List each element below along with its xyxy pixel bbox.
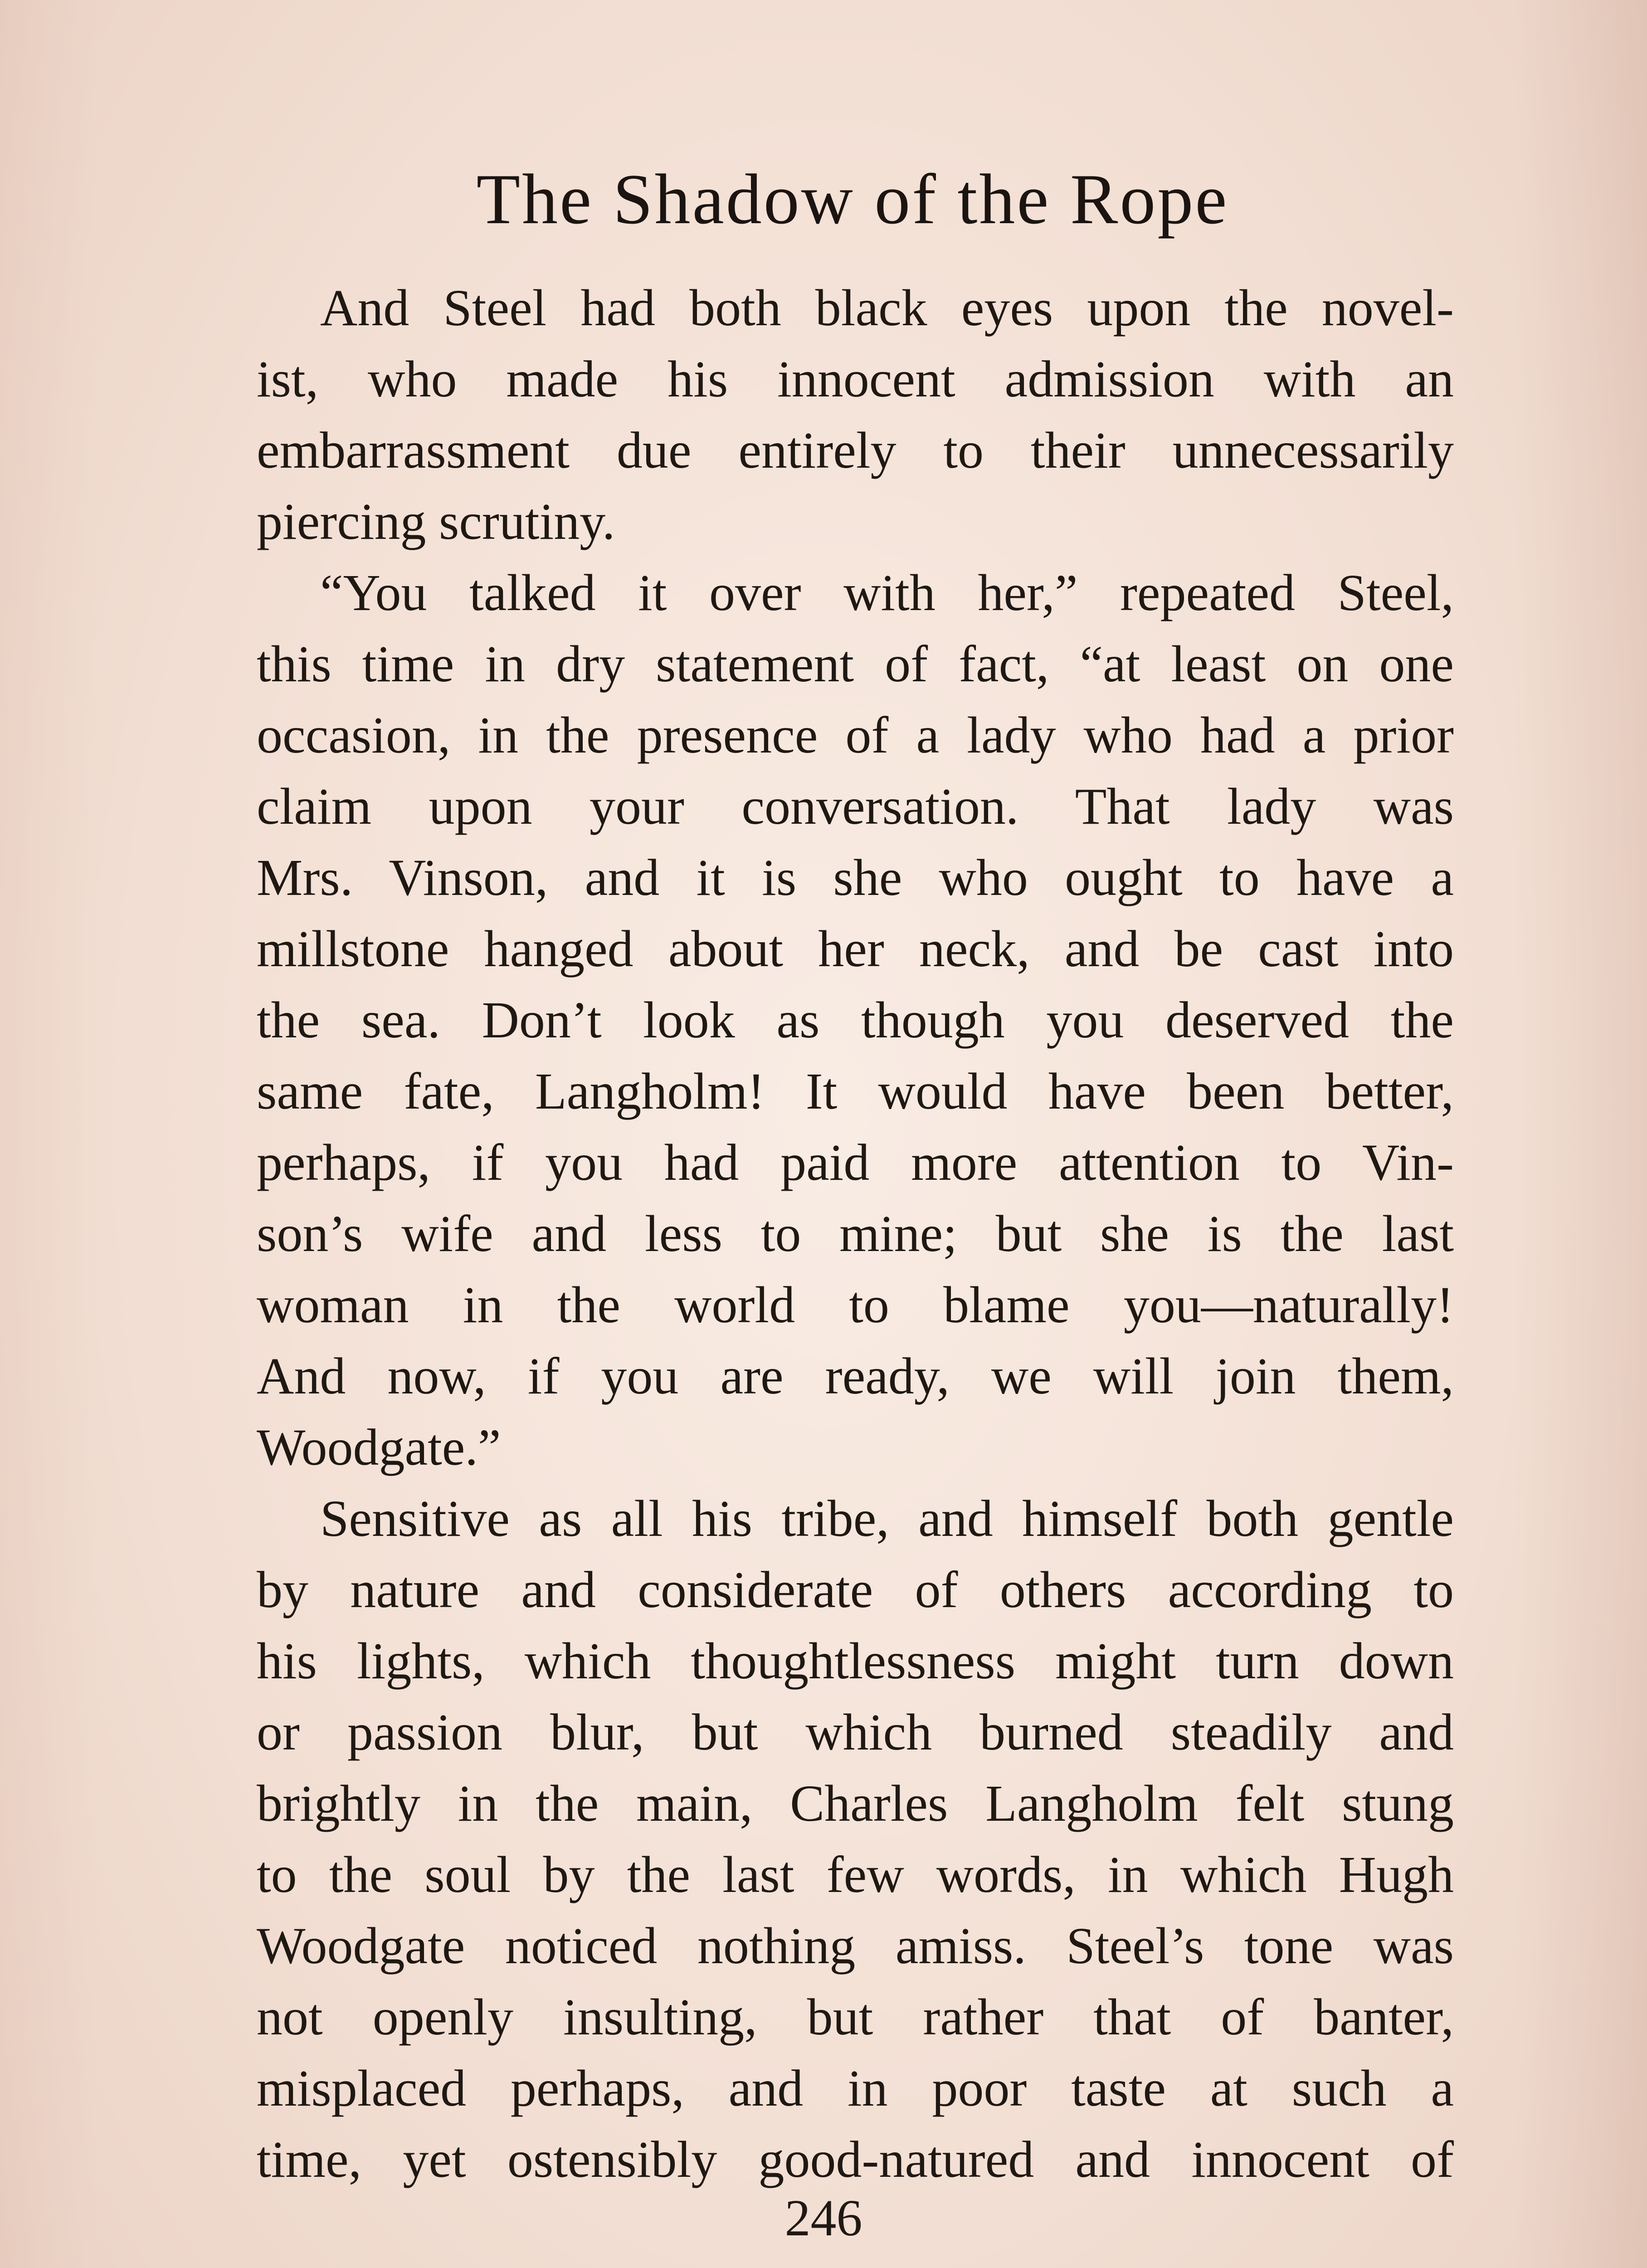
text-line: his lights, which thoughtlessness might turn down: [257, 1632, 1454, 1690]
page-number: 246: [785, 2189, 862, 2247]
text-line: And now, if you are ready, we will join them,: [257, 1347, 1454, 1405]
text-line: occasion, in the presence of a lady who had a prior: [257, 706, 1454, 764]
body-text: [257, 272, 1454, 2195]
text-line: by nature and considerate of others according to: [257, 1561, 1454, 1618]
text-line: son’s wife and less to mine; but she is the last: [257, 1205, 1454, 1262]
text-line: perhaps, if you had paid more attention to Vin-: [257, 1134, 1454, 1191]
text-line: millstone hanged about her neck, and be cast into: [257, 920, 1454, 978]
text-line: Woodgate noticed nothing amiss. Steel’s tone was: [257, 1917, 1454, 1975]
text-line: or passion blur, but which burned steadily and: [257, 1703, 1454, 1761]
text-line: Woodgate.”: [257, 1418, 501, 1476]
text-line: time, yet ostensibly good-natured and innocent of: [257, 2131, 1454, 2188]
text-line: not openly insulting, but rather that of banter,: [257, 1988, 1454, 2046]
text-line: same fate, Langholm! It would have been better,: [257, 1062, 1454, 1120]
text-line: piercing scrutiny.: [257, 493, 615, 550]
text-line: claim upon your conversation. That lady was: [257, 777, 1454, 835]
text-line: ist, who made his innocent admission with an: [257, 350, 1454, 408]
text-line: brightly in the main, Charles Langholm felt stung: [257, 1774, 1454, 1832]
text-line: Mrs. Vinson, and it is she who ought to have a: [257, 849, 1454, 906]
text-line: embarrassment due entirely to their unnecessarily: [257, 421, 1454, 479]
text-line: And Steel had both black eyes upon the novel-: [320, 279, 1454, 337]
text-line: Sensitive as all his tribe, and himself both gentle: [320, 1490, 1454, 1547]
text-line: the sea. Don’t look as though you deserved the: [257, 991, 1454, 1049]
text-line: woman in the world to blame you—naturally!: [257, 1276, 1454, 1334]
text-line: “You talked it over with her,” repeated Steel,: [320, 564, 1454, 621]
running-head: The Shadow of the Rope: [476, 160, 1229, 239]
text-line: this time in dry statement of fact, “at least on one: [257, 635, 1454, 693]
text-line: misplaced perhaps, and in poor taste at such a: [257, 2059, 1454, 2117]
text-line: to the soul by the last few words, in which Hugh: [257, 1846, 1454, 1903]
